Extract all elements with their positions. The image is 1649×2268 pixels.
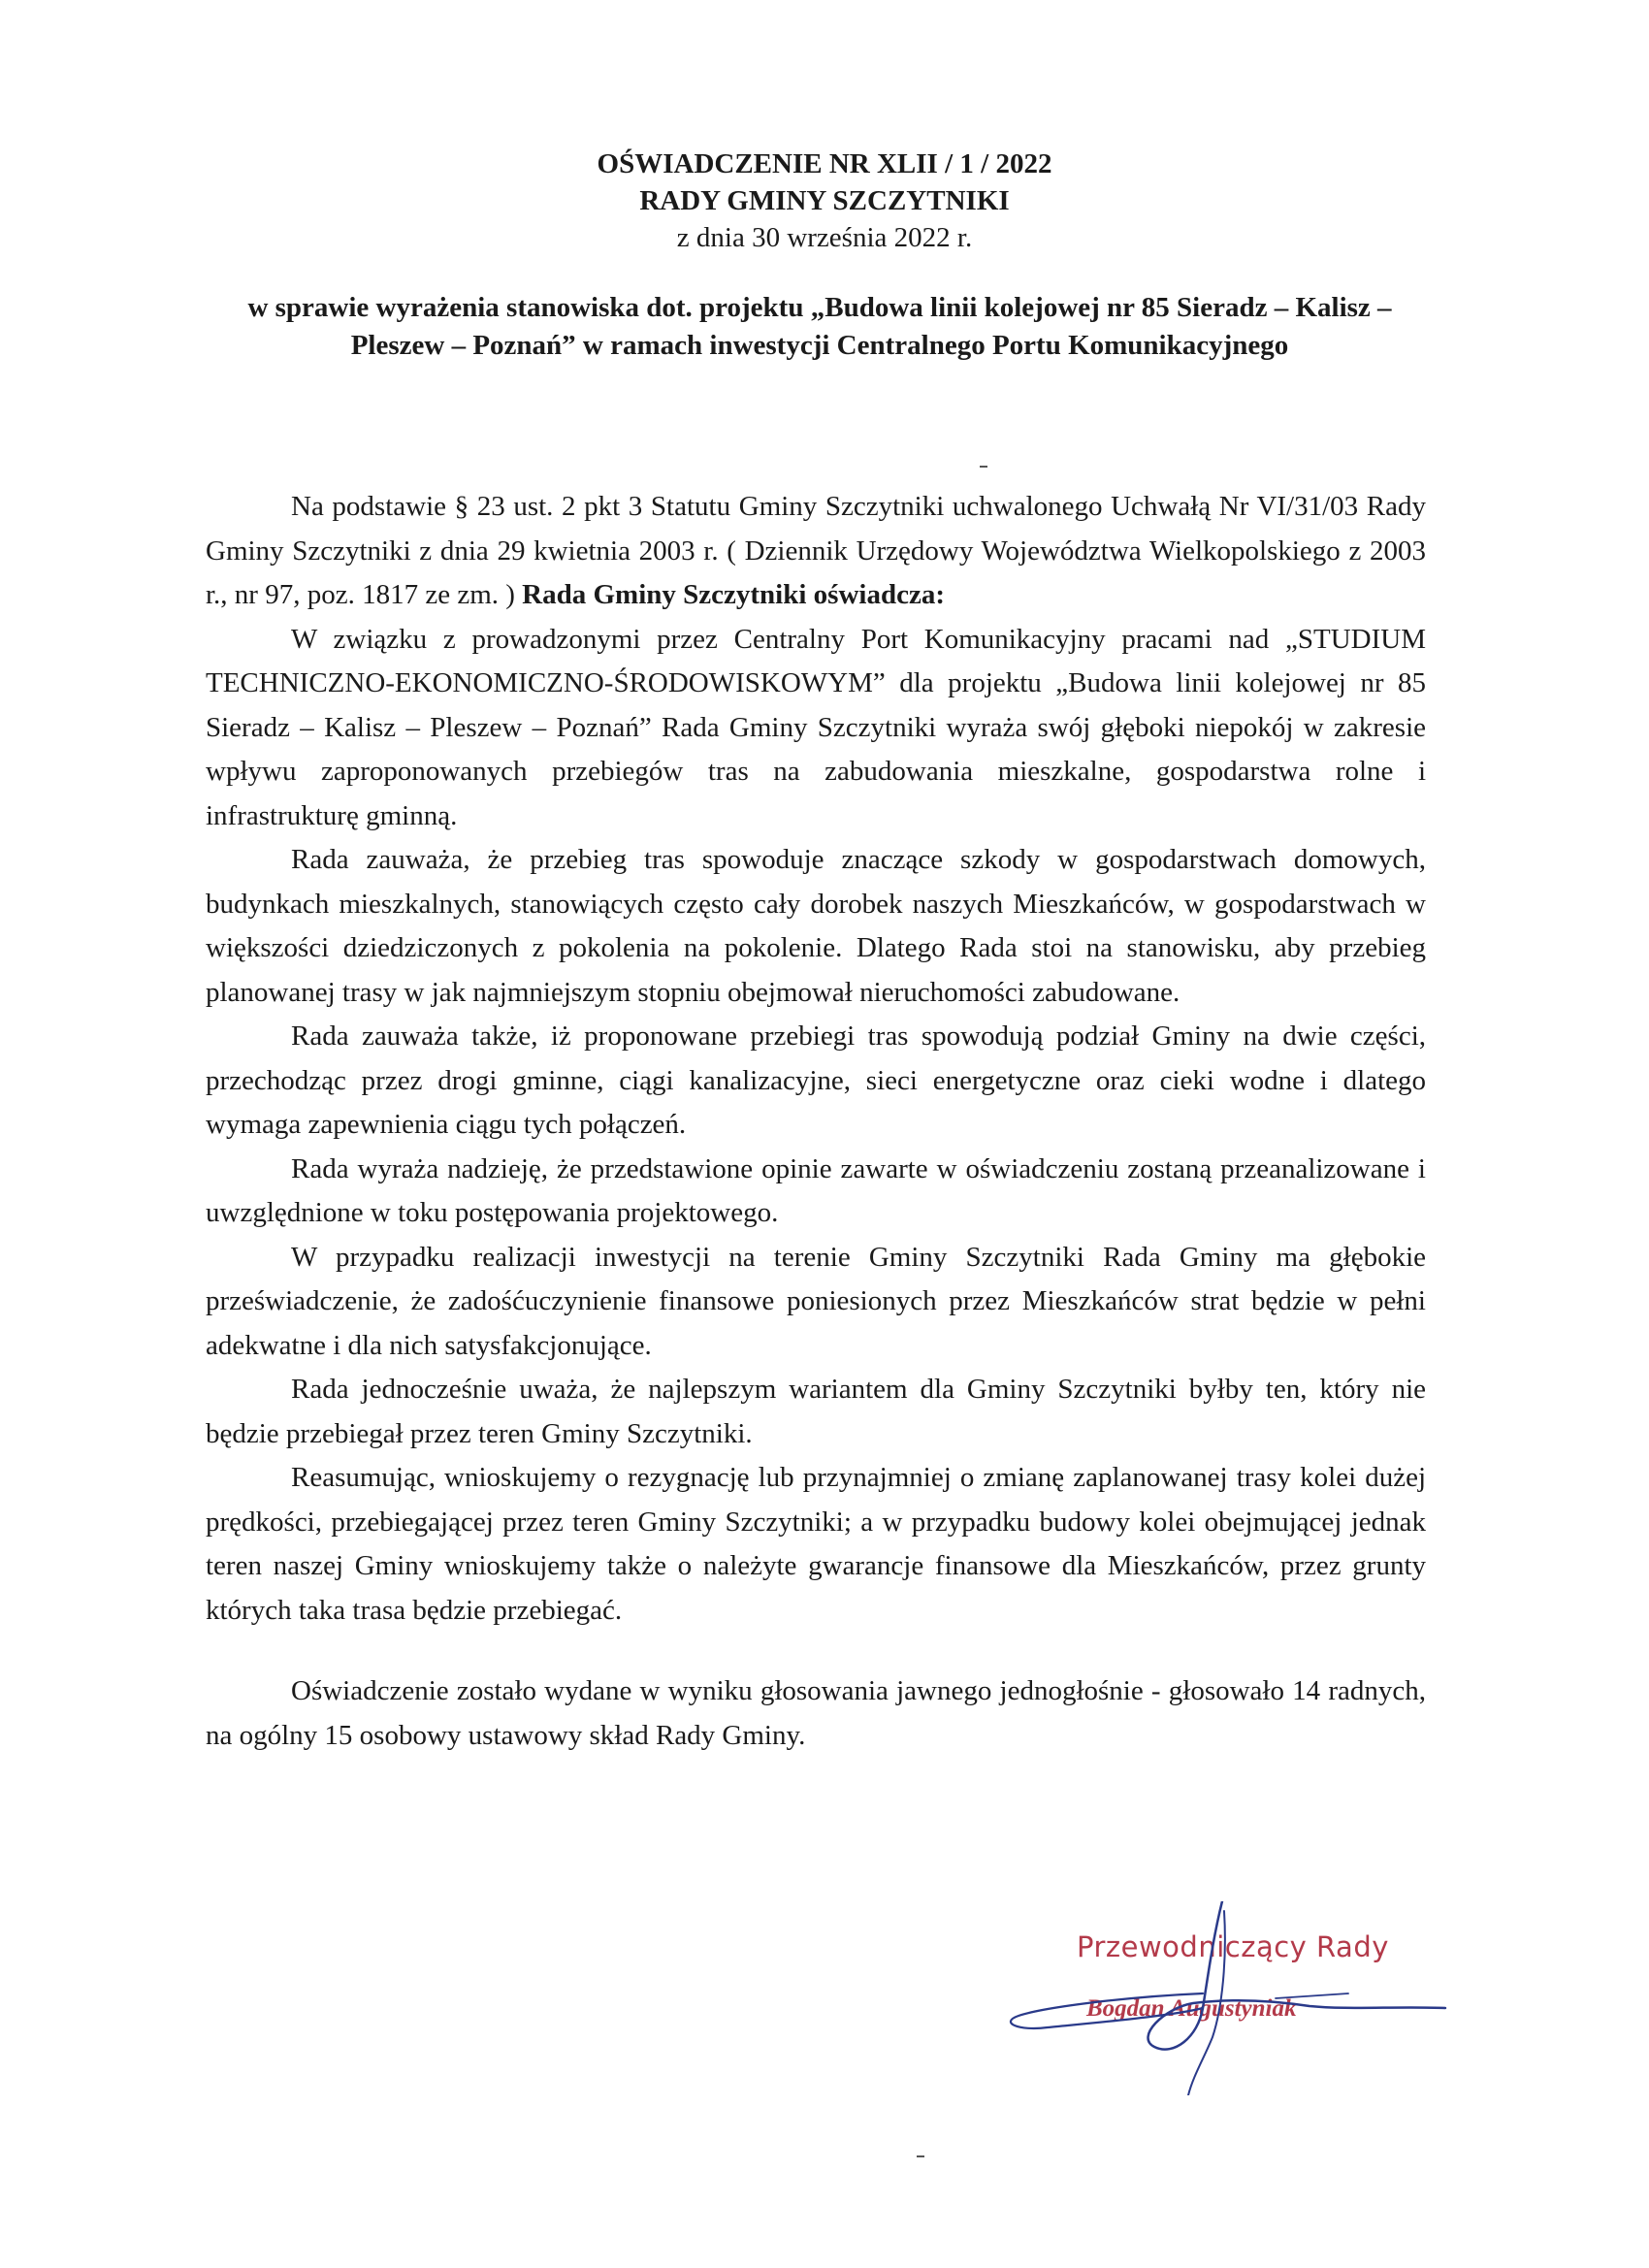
paragraph-7: Reasumując, wnioskujemy o rezygnację lub przynajmniej o zmianę zaplanowanej trasy kolei dużej prędkości, przebiegającej przez teren Gminy Szczytniki; a w przypadku budowy kolei obejmującej jednak teren naszej Gminy wnioskujemy także o należyte gwarancje finansowe dla Mieszkańców, przez grunty których taka trasa będzie przebiegać. [206,1462,1426,1626]
paragraph-6: Rada jednocześnie uważa, że najlepszym wariantem dla Gminy Szczytniki byłby ten, który nie będzie przebiegał przez teren Gminy Szczytniki. [206,1374,1426,1449]
paragraph-3: Rada zauważa także, iż proponowane przebiegi tras spowodują podział Gminy na dwie części, przechodząc przez drogi gminne, ciągi kanalizacyjne, sieci energetyczne oraz cieki wodne i dlatego wymaga zapewnienia ciągu tych połączeń. [206,1021,1426,1140]
document-date: z dnia 30 września 2022 r. [676,222,973,253]
paragraph-4: Rada wyraża nadzieję, że przedstawione opinie zawarte w oświadczeniu zostaną przeanalizowane i uwzględnione w toku postępowania projektowego. [206,1152,1426,1228]
paragraph-1: W związku z prowadzonymi przez Centralny Port Komunikacyjny pracami nad „STUDIUM TECHNICZNO-EKONOMICZNO-ŚRODOWISKOWYM” dla projektu „Budowa linii kolejowej nr 85 Sieradz – Kalisz – Pleszew – Poznań” Rada Gminy Szczytniki wyraża swój głęboki niepokój w zakresie wpływu zaproponowanych przebiegów tras na zabudowania mieszkalne, gospodarstwa rolne i infrastrukturę gminną. [206,623,1426,831]
issuing-body: RADY GMINY SZCZYTNIKI [639,185,1010,216]
intro-paragraph [206,485,1426,618]
scan-mark [980,466,987,468]
intro-bold-text: Rada Gminy Szczytniki oświadcza: [522,579,945,610]
scan-mark-bottom [917,2155,924,2157]
paragraph-2: Rada zauważa, że przebieg tras spowoduje znaczące szkody w gospodarstwach domowych, budynkach mieszkalnych, stanowiących często cały dorobek naszych Mieszkańców, w gospodarstwach w większości dziedziczonych z pokolenia na pokolenie. Dlatego Rada stoi na stanowisku, aby przebieg planowanej trasy w jak najmniejszym stopniu obejmował nieruchomości zabudowane. [206,844,1426,1008]
signature-title: Przewodniczący Rady [1077,1930,1389,1963]
closing-paragraph: Oświadczenie zostało wydane w wyniku głosowania jawnego jednogłośnie - głosowało 14 radnych, na ogólny 15 osobowy ustawowy skład Rady Gminy. [206,1675,1426,1751]
signature-name: Bogdan Augustyniak [1086,1995,1297,2022]
document-header [0,146,1649,256]
paragraph-5: W przypadku realizacji inwestycji na terenie Gminy Szczytniki Rada Gminy ma głębokie przeświadczenie, że zadośćuczynienie finansowe poniesionych przez Mieszkańców strat będzie w pełni adekwatne i dla nich satysfakcjonujące. [206,1241,1426,1361]
intro-text: Na podstawie § 23 ust. 2 pkt 3 Statutu Gminy Szczytniki uchwalonego Uchwałą Nr VI/31/03 Rady Gminy Szczytniki z dnia 29 kwietnia 2003 r. ( Dziennik Urzędowy Województwa Wielkopolskiego z 2003 r., nr 97, poz. 1817 ze zm. ) [206,491,1426,610]
document-body [206,485,1426,1758]
document-subject: w sprawie wyrażenia stanowiska dot. projektu „Budowa linii kolejowej nr 85 Sieradz – Kalisz – Pleszew – Poznań” w ramach inwestycji Centralnego Portu Komunikacyjnego [247,292,1392,361]
handwritten-signature [980,1901,1465,2095]
signature-block [980,1901,1465,2095]
document-title: OŚWIADCZENIE NR XLII / 1 / 2022 [597,148,1052,179]
